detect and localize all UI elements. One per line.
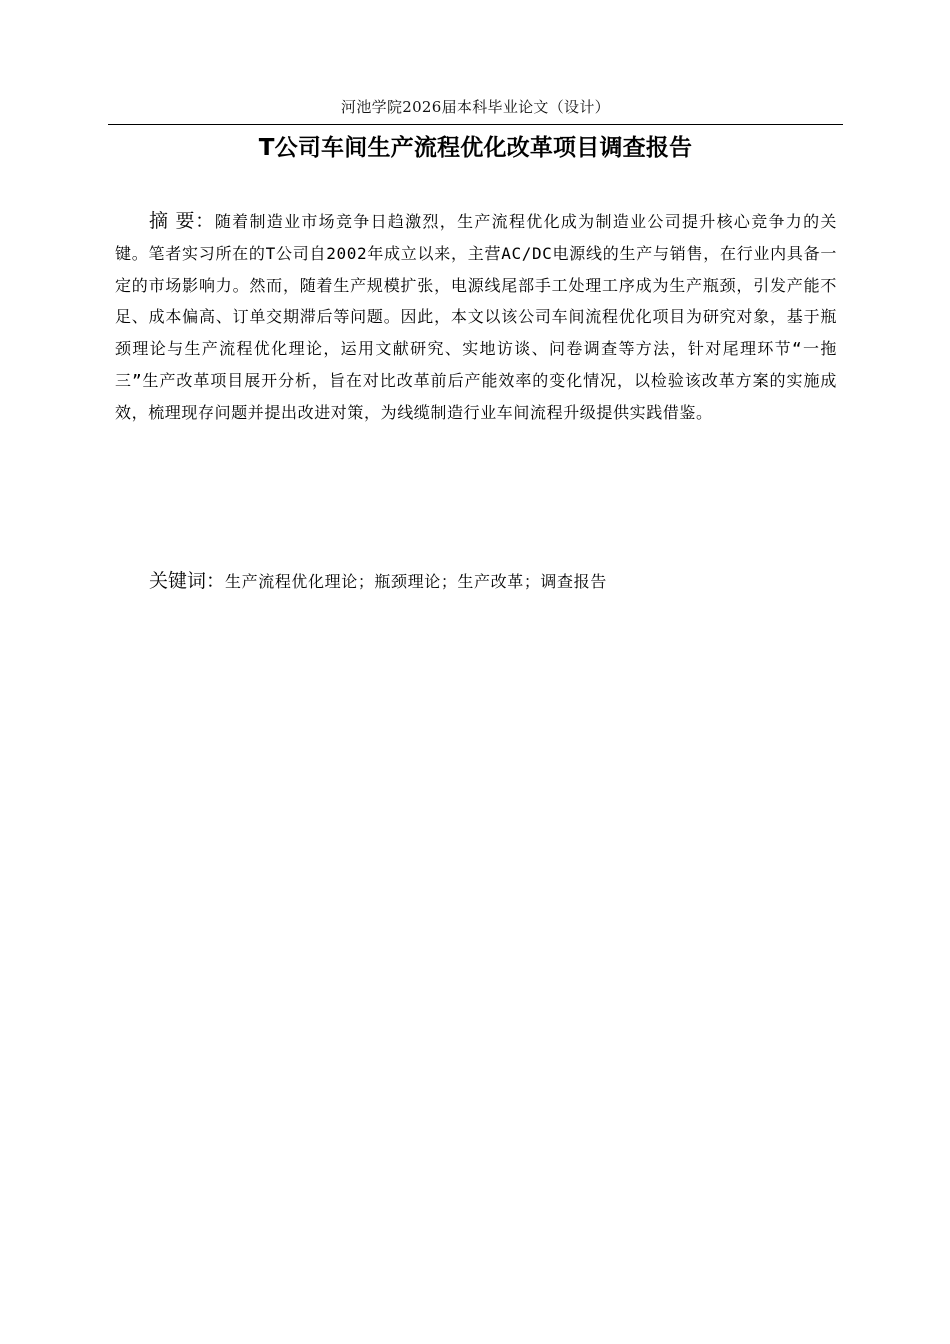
header-divider [108,124,843,125]
document-title: T公司车间生产流程优化改革项目调查报告 [258,135,693,161]
abstract-text: 随着制造业市场竞争日趋激烈，生产流程优化成为制造业公司提升核心竞争力的关键。笔者实习所在的T公司自2002年成立以来，主营AC/DC电源线的生产与销售，在行业内具备一定的市场影响力。然而，随着生产规模扩张，电源线尾部手工处理工序成为生产瓶颈，引发产能不足、成本偏高、订单交期滞后等问题。因此，本文以该公司车间流程优化项目为研究对象，基于瓶颈理论与生产流程优化理论，运用文献研究、实地访谈、问卷调查等方法，针对尾理环节“一拖三”生产改革项目展开分析，旨在对比改革前后产能效率的变化情况，以检验该改革方案的实施成效，梳理现存问题并提出改进对策，为线缆制造行业车间流程升级提供实践借鉴。 [115,212,837,422]
running-header: 河池学院2026届本科毕业论文（设计） [341,98,610,116]
abstract-paragraph [115,206,837,429]
keywords-label: 关键词： [149,570,226,592]
keywords-text: 生产流程优化理论；瓶颈理论；生产改革；调查报告 [225,572,607,591]
keywords-line [149,566,839,597]
abstract-label: 摘 要： [149,210,215,232]
